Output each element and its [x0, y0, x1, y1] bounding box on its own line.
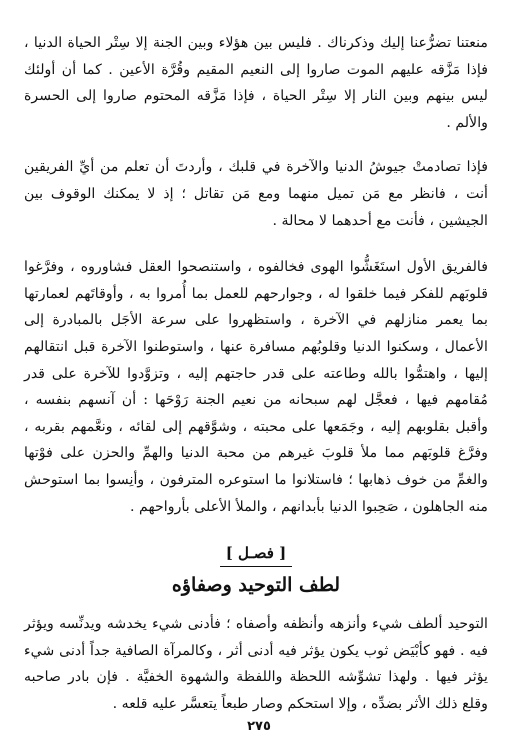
paragraph-3: فالفريق الأول استَغَشُّوا الهوى فخالفوه ، واستنصحوا العقل فشاوروه ، وفرَّغوا قلوبَهم للفكر فيما خلقوا له ، وجوارحهم للعمل بما أُمروا به ، وأوقاتَهم لعمارتها بما يعمر منازلهم في الآخرة ، واستظهروا على سرعة الأجَل بالمبادرة إلى الأعمال ، وسكنوا الدنيا وقلوبُهم مسافرة عنها ، واستوطنوا الآخرة قبل انتقالهم إليها ، واهتمُّوا بالله وطاعته على قدر حاجتهم إليه ، وتزوَّدوا للآخرة على قدر مُقامهم فيها ، فعجَّل لهم سبحانه من نعيم الجنة رَوْحَها : أن آنسهم بنفسه ، وأقبل بقلوبهم إليه ، وجَمَعها على محبته ، وشوَّقهم إلى لقائه ، ونعَّمهم بقربه ، وفرَّغ قلوبَهم مما ملأ قلوبَ غيرهم من محبة الدنيا والهمِّ والحزن على فوْتها والغمِّ من خوف ذهابها ؛ فاستلانوا ما استوعره المترفون ، وأنِسوا بما استوحش منه الجاهلون ، صَحِبوا الدنيا بأبدانهم ، والملأ الأعلى بأرواحهم .	[24, 259, 488, 515]
page-number: ٢٧٥	[247, 719, 271, 734]
paragraph-1: منعتنا تضرُّعنا إليك وذكرناك . فليس بين هؤلاء وبين الجنة إلا سِتْر الحياة الدنيا ، فإذا مَزَّقه عليهم الموت صاروا إلى النعيم المقيم وقُرَّة الأعين . كما أن أولئك ليس بينهم وبين النار إلا سِتْر الحياة ، فإذا مَزَّقه المحتوم صاروا إلى الحسرة والألم .	[24, 35, 488, 131]
section-title: لطف التوحيد وصفاؤه	[171, 574, 341, 597]
paragraph-2: فإذا تصادمتْ جيوشُ الدنيا والآخرة في قلبك ، وأردتَ أن تعلم من أيِّ الفريقين أنت ، فانظر مع مَن تميل منهما ومع مَن تقاتل ؛ إذ لا يمكنك الوقوف بين الجيشين ، فأنت مع أحدهما لا محالة .	[24, 159, 488, 229]
section-label: [ فصـل ]	[220, 542, 293, 567]
section-heading	[24, 542, 488, 599]
paragraph-4: التوحيد ألطف شيء وأنزهه وأنظفه وأصفاه ؛ فأدنى شيء يخدشه ويدنِّسه ويؤثر فيه . فهو كأبْيَض ثوب يكون يؤثر فيه أدنى أثر ، وكالمرآة الصافية جداً أدنى شيء يؤثر فيها . ولهذا تشوِّشه اللحظة واللفظة والشهوة الخفيَّة . فإن بادر صاحبه وقلع ذلك الأثر بضدِّه ، وإلا استحكم وصار طبعاً يتعسَّر عليه قلعه .	[24, 616, 488, 712]
